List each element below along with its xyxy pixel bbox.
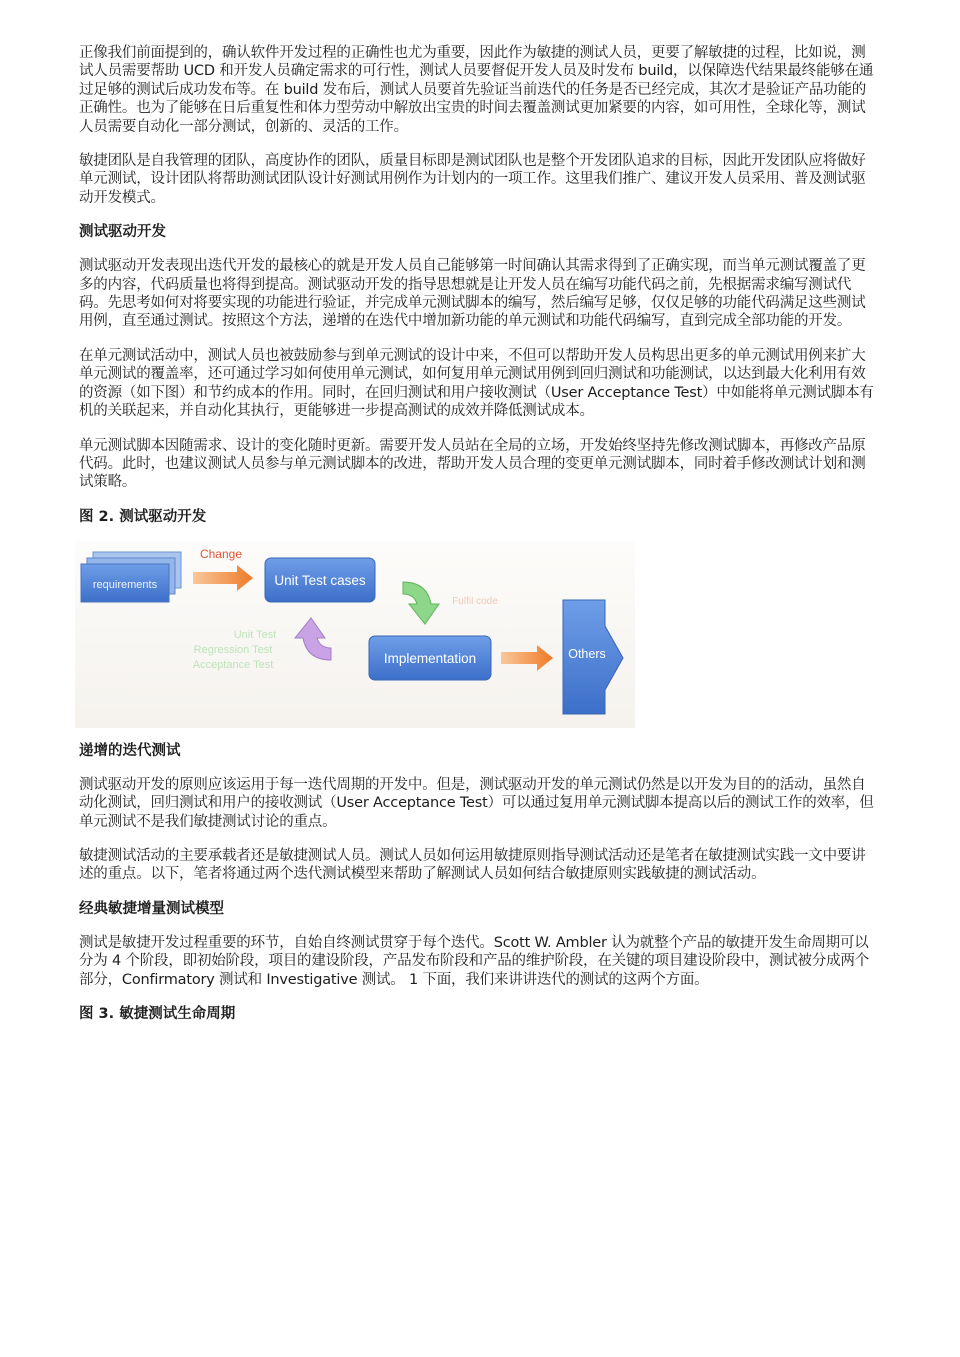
unit-test-label: Unit Test: [233, 628, 277, 641]
change-label: Change: [199, 546, 243, 561]
paragraph-8: 测试是敏捷开发过程重要的环节，自始自终测试贯穿于每个迭代。Scott W. Ambler 认为就整个产品的敏捷开发生命周期可以分为 4 个阶段，即初始阶段，项目的建设阶段，产品发布阶段和产品的维护阶段，在关键的项目建设阶段中，测试被分成两个部分，Confirmatory 测试和 Investigative 测试。 1 下面，我们来讲讲迭代的测试的这两个方面。: [79, 934, 870, 988]
tdd-diagram-svg: [75, 542, 635, 728]
paragraph-5: 单元测试脚本因随需求、设计的变化随时更新。需要开发人员站在全局的立场，开发始终坚持先修改测试脚本，再修改产品原代码。此时，也建议测试人员参与单元测试脚本的改进，帮助开发人员合理的变更单元测试脚本，同时着手修改测试计划和测试策略。: [79, 437, 866, 491]
requirements-stack: [81, 552, 181, 602]
figure-2-caption: 图 2. 测试驱动开发: [79, 508, 207, 525]
paragraph-3: 测试驱动开发表现出迭代开发的最核心的就是开发人员自己能够第一时间确认其需求得到了正确实现，而当单元测试覆盖了更多的内容，代码质量也将得到提高。测试驱动开发的指导思想就是让开发人员在编写功能代码之前，先根据需求编写测试代码。先思考如何对将要实现的功能进行验证，并完成单元测试脚本的编写，然后编写足够，仅仅足够的功能代码满足这些测试用例，直至通过测试。按照这个方法，递增的在迭代中增加新功能的单元测试和功能代码编写，直到完成全部功能的开发。: [79, 258, 866, 330]
implementation-label: Implementation: [383, 650, 477, 666]
requirements-label: requirements: [92, 578, 158, 591]
regression-test-label: Regression Test: [193, 643, 273, 656]
paragraph-2: 敏捷团队是自我管理的团队，高度协作的团队，质量目标即是测试团队也是整个开发团队追求的目标，因此开发团队应将做好单元测试，设计团队将帮助测试团队设计好测试用例作为计划内的一项工作。这里我们推广、建议开发人员采用、普及测试驱动开发模式。: [79, 153, 866, 206]
figure-3-caption: 图 3. 敏捷测试生命周期: [79, 1005, 236, 1022]
heading-classic-model: 经典敏捷增量测试模型: [79, 900, 224, 917]
paragraph-6: 测试驱动开发的原则应该运用于每一迭代周期的开发中。但是，测试驱动开发的单元测试仍然是以开发为目的的活动，虽然自动化测试，回归测试和用户的接收测试（User Acceptance Test）可以通过复用单元测试脚本提高以后的测试工作的效率，但单元测试不是我们敏捷测试讨论的重点。: [79, 776, 874, 830]
heading-tdd: 测试驱动开发: [79, 224, 166, 241]
unit-test-cases-label: Unit Test cases: [274, 572, 366, 588]
tdd-diagram: [75, 542, 635, 728]
paragraph-7: 敏捷测试活动的主要承载者还是敏捷测试人员。测试人员如何运用敏捷原则指导测试活动还是笔者在敏捷测试实践一文中要讲述的重点。以下，笔者将通过两个迭代测试模型来帮助了解测试人员如何结合敏捷原则实践敏捷的测试活动。: [79, 847, 866, 883]
fulfil-code-label: Fulfil code: [452, 595, 498, 607]
heading-incremental: 递增的迭代测试: [79, 742, 181, 759]
article-body: [79, 44, 879, 1039]
acceptance-test-label: Acceptance Test: [192, 658, 274, 671]
paragraph-4: 在单元测试活动中，测试人员也被鼓励参与到单元测试的设计中来，不但可以帮助开发人员构思出更多的单元测试用例来扩大单元测试的覆盖率，还可通过学习如何使用单元测试，如何复用单元测试用例到回归测试和功能测试，以达到最大化利用有效的资源（如下图）和节约成本的作用。同时，在回归测试和用户接收测试（User Acceptance Test）中如能将单元测试脚本有机的关联起来，并自动化其执行，更能够进一步提高测试的成效并降低测试成本。: [79, 347, 874, 420]
others-label: Others: [568, 646, 606, 661]
paragraph-1: 正像我们前面提到的，确认软件开发过程的正确性也尤为重要，因此作为敏捷的测试人员，更要了解敏捷的过程，比如说，测试人员需要帮助 UCD 和开发人员确定需求的可行性，测试人员要督促开发人员及时发布 build，以保障迭代结果最终能够在通过足够的测试后成功发布等。在 build 发布后，测试人员要首先验证当前迭代的任务是否已经完成，其次才是验证产品功能的正确性。也为了能够在日后重复性和体力型劳动中解放出宝贵的时间去覆盖测试更加紧要的内容，如可用性，全球化等，测试人员需要自动化一部分测试，创新的、灵活的工作。: [79, 45, 874, 135]
